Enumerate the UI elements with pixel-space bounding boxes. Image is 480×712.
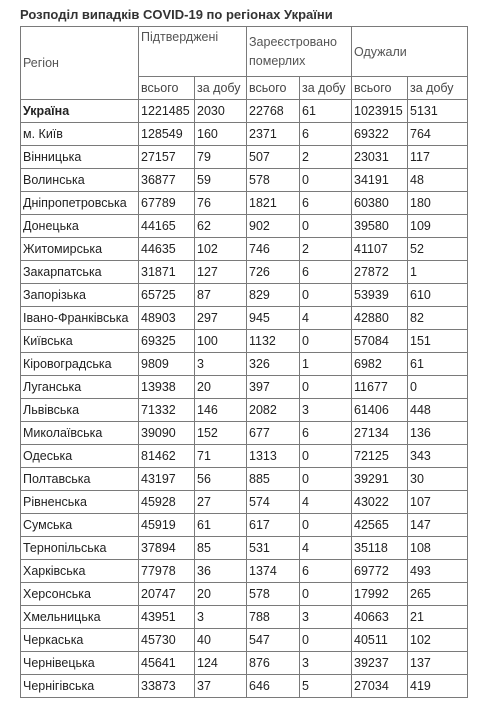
cell-deaths-total: 531 <box>247 537 300 560</box>
cell-confirmed-daily: 20 <box>195 376 247 399</box>
cell-deaths-daily: 2 <box>300 146 352 169</box>
cell-confirmed-daily: 56 <box>195 468 247 491</box>
cell-recovered-daily: 82 <box>408 307 468 330</box>
header-deaths-total: всього <box>247 77 300 100</box>
cell-confirmed-total: 13938 <box>139 376 195 399</box>
cell-deaths-daily: 0 <box>300 169 352 192</box>
cell-deaths-daily: 0 <box>300 629 352 652</box>
cell-recovered-daily: 764 <box>408 123 468 146</box>
cell-deaths-daily: 2 <box>300 238 352 261</box>
cell-deaths-daily: 6 <box>300 192 352 215</box>
cell-deaths-total: 617 <box>247 514 300 537</box>
cell-confirmed-total: 67789 <box>139 192 195 215</box>
header-recovered: Одужали <box>352 27 468 77</box>
cell-deaths-daily: 1 <box>300 353 352 376</box>
cell-recovered-daily: 180 <box>408 192 468 215</box>
cell-deaths-daily: 0 <box>300 376 352 399</box>
header-region: Регіон <box>21 27 139 100</box>
cell-confirmed-daily: 146 <box>195 399 247 422</box>
cell-deaths-total: 578 <box>247 169 300 192</box>
cell-deaths-daily: 5 <box>300 675 352 698</box>
cell-recovered-total: 34191 <box>352 169 408 192</box>
cell-deaths-daily: 6 <box>300 123 352 146</box>
table-row <box>21 629 468 652</box>
cell-recovered-daily: 109 <box>408 215 468 238</box>
cell-recovered-total: 57084 <box>352 330 408 353</box>
cell-confirmed-total: 44165 <box>139 215 195 238</box>
cell-deaths-daily: 3 <box>300 606 352 629</box>
cell-confirmed-daily: 40 <box>195 629 247 652</box>
cell-recovered-total: 23031 <box>352 146 408 169</box>
cell-confirmed-daily: 100 <box>195 330 247 353</box>
cell-region: Чернігівська <box>21 675 139 698</box>
cell-recovered-total: 61406 <box>352 399 408 422</box>
header-deaths: Зареєстровано померлих <box>247 27 352 77</box>
cell-confirmed-total: 45730 <box>139 629 195 652</box>
cell-confirmed-total: 33873 <box>139 675 195 698</box>
cell-confirmed-daily: 3 <box>195 353 247 376</box>
cell-recovered-daily: 448 <box>408 399 468 422</box>
cell-region: м. Київ <box>21 123 139 146</box>
table-row <box>21 261 468 284</box>
cell-deaths-total: 2371 <box>247 123 300 146</box>
cell-confirmed-daily: 79 <box>195 146 247 169</box>
cell-deaths-total: 829 <box>247 284 300 307</box>
table-row <box>21 514 468 537</box>
table-row <box>21 560 468 583</box>
cell-confirmed-total: 65725 <box>139 284 195 307</box>
cell-deaths-daily: 6 <box>300 422 352 445</box>
cell-deaths-total: 876 <box>247 652 300 675</box>
table-row <box>21 376 468 399</box>
table-row <box>21 307 468 330</box>
table-row <box>21 606 468 629</box>
cell-recovered-daily: 343 <box>408 445 468 468</box>
cell-confirmed-total: 77978 <box>139 560 195 583</box>
covid-regions-table-container <box>20 26 468 698</box>
cell-recovered-total: 1023915 <box>352 100 408 123</box>
cell-recovered-total: 6982 <box>352 353 408 376</box>
page-title: Розподіл випадків COVID-19 по регіонах України <box>20 7 333 22</box>
cell-deaths-total: 1313 <box>247 445 300 468</box>
cell-recovered-total: 72125 <box>352 445 408 468</box>
cell-recovered-daily: 30 <box>408 468 468 491</box>
cell-deaths-daily: 0 <box>300 330 352 353</box>
header-confirmed: Підтверджені <box>139 27 247 77</box>
cell-recovered-total: 39237 <box>352 652 408 675</box>
table-row <box>21 652 468 675</box>
cell-recovered-daily: 5131 <box>408 100 468 123</box>
cell-deaths-total: 22768 <box>247 100 300 123</box>
header-recovered-total: всього <box>352 77 408 100</box>
cell-deaths-daily: 3 <box>300 399 352 422</box>
cell-deaths-daily: 0 <box>300 445 352 468</box>
cell-deaths-daily: 4 <box>300 307 352 330</box>
cell-recovered-total: 17992 <box>352 583 408 606</box>
cell-deaths-total: 397 <box>247 376 300 399</box>
cell-confirmed-daily: 102 <box>195 238 247 261</box>
cell-confirmed-daily: 61 <box>195 514 247 537</box>
table-row <box>21 192 468 215</box>
cell-recovered-total: 40663 <box>352 606 408 629</box>
cell-region: Київська <box>21 330 139 353</box>
cell-deaths-total: 902 <box>247 215 300 238</box>
cell-confirmed-total: 20747 <box>139 583 195 606</box>
cell-recovered-daily: 61 <box>408 353 468 376</box>
cell-confirmed-daily: 20 <box>195 583 247 606</box>
cell-deaths-total: 746 <box>247 238 300 261</box>
cell-deaths-total: 507 <box>247 146 300 169</box>
cell-confirmed-total: 36877 <box>139 169 195 192</box>
cell-deaths-total: 945 <box>247 307 300 330</box>
cell-confirmed-total: 48903 <box>139 307 195 330</box>
cell-deaths-daily: 0 <box>300 284 352 307</box>
cell-confirmed-total: 43197 <box>139 468 195 491</box>
cell-region: Рівненська <box>21 491 139 514</box>
cell-deaths-total: 574 <box>247 491 300 514</box>
cell-recovered-total: 35118 <box>352 537 408 560</box>
cell-deaths-daily: 61 <box>300 100 352 123</box>
cell-deaths-total: 788 <box>247 606 300 629</box>
cell-deaths-daily: 6 <box>300 261 352 284</box>
cell-recovered-daily: 493 <box>408 560 468 583</box>
cell-region: Херсонська <box>21 583 139 606</box>
cell-region: Черкаська <box>21 629 139 652</box>
cell-deaths-daily: 0 <box>300 514 352 537</box>
table-row <box>21 675 468 698</box>
cell-recovered-total: 60380 <box>352 192 408 215</box>
cell-confirmed-daily: 152 <box>195 422 247 445</box>
cell-confirmed-total: 45928 <box>139 491 195 514</box>
cell-deaths-total: 547 <box>247 629 300 652</box>
cell-deaths-total: 578 <box>247 583 300 606</box>
cell-recovered-daily: 147 <box>408 514 468 537</box>
cell-confirmed-total: 81462 <box>139 445 195 468</box>
cell-confirmed-total: 44635 <box>139 238 195 261</box>
cell-recovered-daily: 52 <box>408 238 468 261</box>
header-row-groups <box>21 27 468 77</box>
cell-confirmed-total: 27157 <box>139 146 195 169</box>
cell-confirmed-daily: 2030 <box>195 100 247 123</box>
cell-deaths-total: 1132 <box>247 330 300 353</box>
header-recovered-daily: за добу <box>408 77 468 100</box>
cell-region: Луганська <box>21 376 139 399</box>
table-row <box>21 399 468 422</box>
cell-recovered-total: 39291 <box>352 468 408 491</box>
cell-region: Хмельницька <box>21 606 139 629</box>
cell-region: Чернівецька <box>21 652 139 675</box>
cell-deaths-daily: 6 <box>300 560 352 583</box>
table-row <box>21 583 468 606</box>
cell-recovered-total: 42565 <box>352 514 408 537</box>
cell-confirmed-total: 9809 <box>139 353 195 376</box>
table-row <box>21 123 468 146</box>
cell-recovered-total: 27134 <box>352 422 408 445</box>
cell-recovered-daily: 136 <box>408 422 468 445</box>
cell-deaths-total: 326 <box>247 353 300 376</box>
cell-recovered-daily: 102 <box>408 629 468 652</box>
cell-recovered-total: 43022 <box>352 491 408 514</box>
cell-recovered-daily: 108 <box>408 537 468 560</box>
cell-recovered-total: 27034 <box>352 675 408 698</box>
cell-recovered-total: 69322 <box>352 123 408 146</box>
cell-confirmed-daily: 127 <box>195 261 247 284</box>
cell-region: Сумська <box>21 514 139 537</box>
cell-recovered-daily: 1 <box>408 261 468 284</box>
table-row <box>21 537 468 560</box>
cell-recovered-total: 39580 <box>352 215 408 238</box>
table-row <box>21 330 468 353</box>
cell-region: Львівська <box>21 399 139 422</box>
cell-confirmed-daily: 37 <box>195 675 247 698</box>
cell-confirmed-total: 1221485 <box>139 100 195 123</box>
header-confirmed-daily: за добу <box>195 77 247 100</box>
cell-recovered-total: 11677 <box>352 376 408 399</box>
cell-recovered-daily: 419 <box>408 675 468 698</box>
table-row <box>21 468 468 491</box>
cell-region: Запорізька <box>21 284 139 307</box>
cell-confirmed-total: 43951 <box>139 606 195 629</box>
cell-confirmed-daily: 297 <box>195 307 247 330</box>
cell-recovered-daily: 151 <box>408 330 468 353</box>
cell-confirmed-daily: 27 <box>195 491 247 514</box>
header-confirmed-total: всього <box>139 77 195 100</box>
cell-confirmed-total: 39090 <box>139 422 195 445</box>
cell-confirmed-daily: 85 <box>195 537 247 560</box>
cell-region: Дніпропетровська <box>21 192 139 215</box>
cell-region: Миколаївська <box>21 422 139 445</box>
cell-recovered-daily: 265 <box>408 583 468 606</box>
cell-recovered-daily: 107 <box>408 491 468 514</box>
cell-region: Закарпатська <box>21 261 139 284</box>
table-row <box>21 100 468 123</box>
cell-region: Волинська <box>21 169 139 192</box>
cell-recovered-total: 53939 <box>352 284 408 307</box>
cell-recovered-daily: 610 <box>408 284 468 307</box>
cell-recovered-total: 42880 <box>352 307 408 330</box>
table-row <box>21 422 468 445</box>
table-row <box>21 491 468 514</box>
cell-region: Харківська <box>21 560 139 583</box>
cell-region: Вінницька <box>21 146 139 169</box>
cell-deaths-daily: 0 <box>300 468 352 491</box>
cell-deaths-total: 677 <box>247 422 300 445</box>
cell-region: Україна <box>21 100 139 123</box>
table-row <box>21 169 468 192</box>
cell-confirmed-total: 69325 <box>139 330 195 353</box>
cell-confirmed-total: 45919 <box>139 514 195 537</box>
cell-recovered-total: 40511 <box>352 629 408 652</box>
table-row <box>21 445 468 468</box>
cell-region: Тернопільська <box>21 537 139 560</box>
cell-deaths-total: 2082 <box>247 399 300 422</box>
cell-deaths-total: 646 <box>247 675 300 698</box>
cell-region: Полтавська <box>21 468 139 491</box>
cell-confirmed-daily: 160 <box>195 123 247 146</box>
cell-confirmed-daily: 36 <box>195 560 247 583</box>
cell-deaths-total: 726 <box>247 261 300 284</box>
table-body <box>21 100 468 698</box>
cell-confirmed-daily: 124 <box>195 652 247 675</box>
table-row <box>21 146 468 169</box>
cell-recovered-daily: 0 <box>408 376 468 399</box>
covid-regions-table <box>20 26 468 698</box>
table-row <box>21 284 468 307</box>
cell-confirmed-total: 45641 <box>139 652 195 675</box>
cell-region: Кіровоградська <box>21 353 139 376</box>
cell-confirmed-daily: 76 <box>195 192 247 215</box>
cell-recovered-daily: 137 <box>408 652 468 675</box>
cell-confirmed-daily: 71 <box>195 445 247 468</box>
cell-confirmed-daily: 87 <box>195 284 247 307</box>
cell-recovered-daily: 117 <box>408 146 468 169</box>
cell-deaths-total: 1374 <box>247 560 300 583</box>
cell-confirmed-daily: 59 <box>195 169 247 192</box>
cell-recovered-total: 69772 <box>352 560 408 583</box>
cell-confirmed-total: 31871 <box>139 261 195 284</box>
cell-deaths-total: 1821 <box>247 192 300 215</box>
cell-region: Івано-Франківська <box>21 307 139 330</box>
cell-deaths-daily: 4 <box>300 537 352 560</box>
cell-region: Донецька <box>21 215 139 238</box>
cell-deaths-total: 885 <box>247 468 300 491</box>
cell-confirmed-daily: 62 <box>195 215 247 238</box>
table-row <box>21 215 468 238</box>
cell-confirmed-total: 71332 <box>139 399 195 422</box>
cell-confirmed-total: 37894 <box>139 537 195 560</box>
cell-recovered-total: 41107 <box>352 238 408 261</box>
header-deaths-daily: за добу <box>300 77 352 100</box>
cell-deaths-daily: 0 <box>300 215 352 238</box>
cell-deaths-daily: 3 <box>300 652 352 675</box>
cell-confirmed-total: 128549 <box>139 123 195 146</box>
cell-deaths-daily: 0 <box>300 583 352 606</box>
table-row <box>21 353 468 376</box>
cell-region: Одеська <box>21 445 139 468</box>
cell-region: Житомирська <box>21 238 139 261</box>
cell-recovered-daily: 48 <box>408 169 468 192</box>
cell-confirmed-daily: 3 <box>195 606 247 629</box>
cell-deaths-daily: 4 <box>300 491 352 514</box>
cell-recovered-daily: 21 <box>408 606 468 629</box>
table-row <box>21 238 468 261</box>
cell-recovered-total: 27872 <box>352 261 408 284</box>
